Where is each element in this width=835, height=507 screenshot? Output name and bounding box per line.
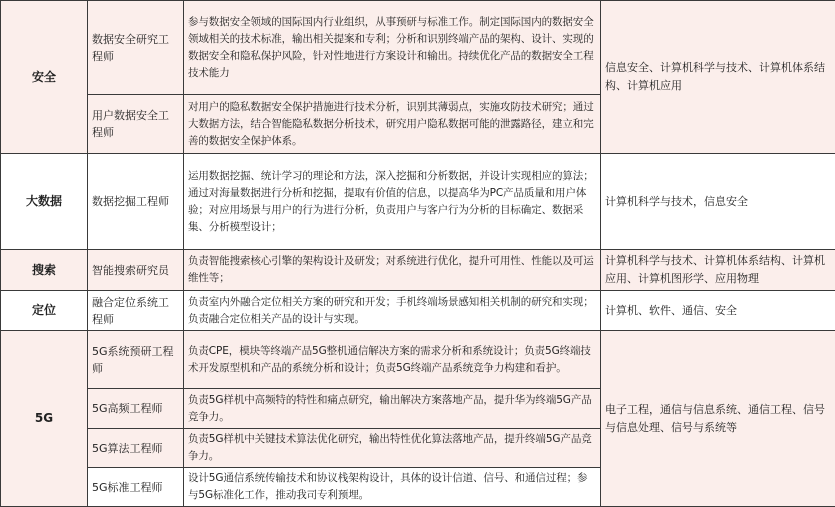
major-cell: 计算机科学与技术，信息安全	[601, 154, 835, 250]
table-row	[1, 331, 835, 389]
role-title: 5G高频工程师	[88, 389, 184, 429]
table-row	[1, 154, 835, 250]
role-title: 数据安全研究工程师	[88, 1, 184, 95]
role-description: 负责室内外融合定位相关方案的研究和开发；手机终端场景感知相关机制的研究和实现；负责融合定位相关产品的设计与实现。	[184, 291, 601, 331]
major-cell: 电子工程，通信与信息系统、通信工程、信号与信息处理、信号与系统等	[601, 331, 835, 507]
domain-cell: 定位	[1, 291, 88, 331]
role-title: 5G标准工程师	[88, 468, 184, 507]
major-cell: 计算机科学与技术、计算机体系结构、计算机应用、计算机图形学、应用物理	[601, 250, 835, 291]
domain-cell: 搜索	[1, 250, 88, 291]
role-title: 5G算法工程师	[88, 429, 184, 468]
role-description: 负责5G样机中关键技术算法优化研究，输出特性优化算法落地产品，提升终端5G产品竞争力。	[184, 429, 601, 468]
role-description: 负责5G样机中高频特的特性和痛点研究，输出解决方案落地产品，提升华为终端5G产品竞争力。	[184, 389, 601, 429]
table-row	[1, 1, 835, 95]
role-description: 设计5G通信系统传输技术和协议栈架构设计，具体的设计信道、信号、和通信过程；参与5G标准化工作，推动我司专利预埋。	[184, 468, 601, 507]
role-title: 智能搜索研究员	[88, 250, 184, 291]
role-description: 负责CPE，模块等终端产品5G整机通信解决方案的需求分析和系统设计；负责5G终端技术开发原型机和产品的系统分析和设计；负责5G终端产品系统竞争力构建和看护。	[184, 331, 601, 389]
role-description: 对用户的隐私数据安全保护措施进行技术分析，识别其薄弱点，实施攻防技术研究；通过大数据方法，结合智能隐私数据分析技术，研究用户隐私数据可能的泄露路径，建立和完善的数据安全保护体系。	[184, 95, 601, 154]
role-title: 5G系统预研工程师	[88, 331, 184, 389]
role-description: 负责智能搜索核心引擎的架构设计及研发；对系统进行优化，提升可用性、性能以及可运维性等；	[184, 250, 601, 291]
role-description: 参与数据安全领域的国际国内行业组织，从事预研与标准工作。制定国际国内的数据安全领域相关的技术标准，输出相关提案和专利；分析和识别终端产品的架构、设计、实现的数据安全和隐私保护风险，针对性地进行方案设计和输出。持续优化产品的数据安全工程技术能力	[184, 1, 601, 95]
domain-cell: 5G	[1, 331, 88, 507]
role-title: 用户数据安全工程师	[88, 95, 184, 154]
table-row	[1, 250, 835, 291]
role-description: 运用数据挖掘、统计学习的理论和方法，深入挖掘和分析数据，并设计实现相应的算法；通过对海量数据进行分析和挖掘，提取有价值的信息，以提高华为PC产品质量和用户体验；对应用场景与用户的行为进行分析，负责用户与客户行为分析的目标确定、数据采集、分析模型设计；	[184, 154, 601, 250]
domain-cell: 安全	[1, 1, 88, 154]
domain-cell: 大数据	[1, 154, 88, 250]
role-title: 融合定位系统工程师	[88, 291, 184, 331]
major-cell: 计算机、软件、通信、安全	[601, 291, 835, 331]
role-title: 数据挖掘工程师	[88, 154, 184, 250]
table-row	[1, 291, 835, 331]
major-cell: 信息安全、计算机科学与技术、计算机体系结构、计算机应用	[601, 1, 835, 154]
